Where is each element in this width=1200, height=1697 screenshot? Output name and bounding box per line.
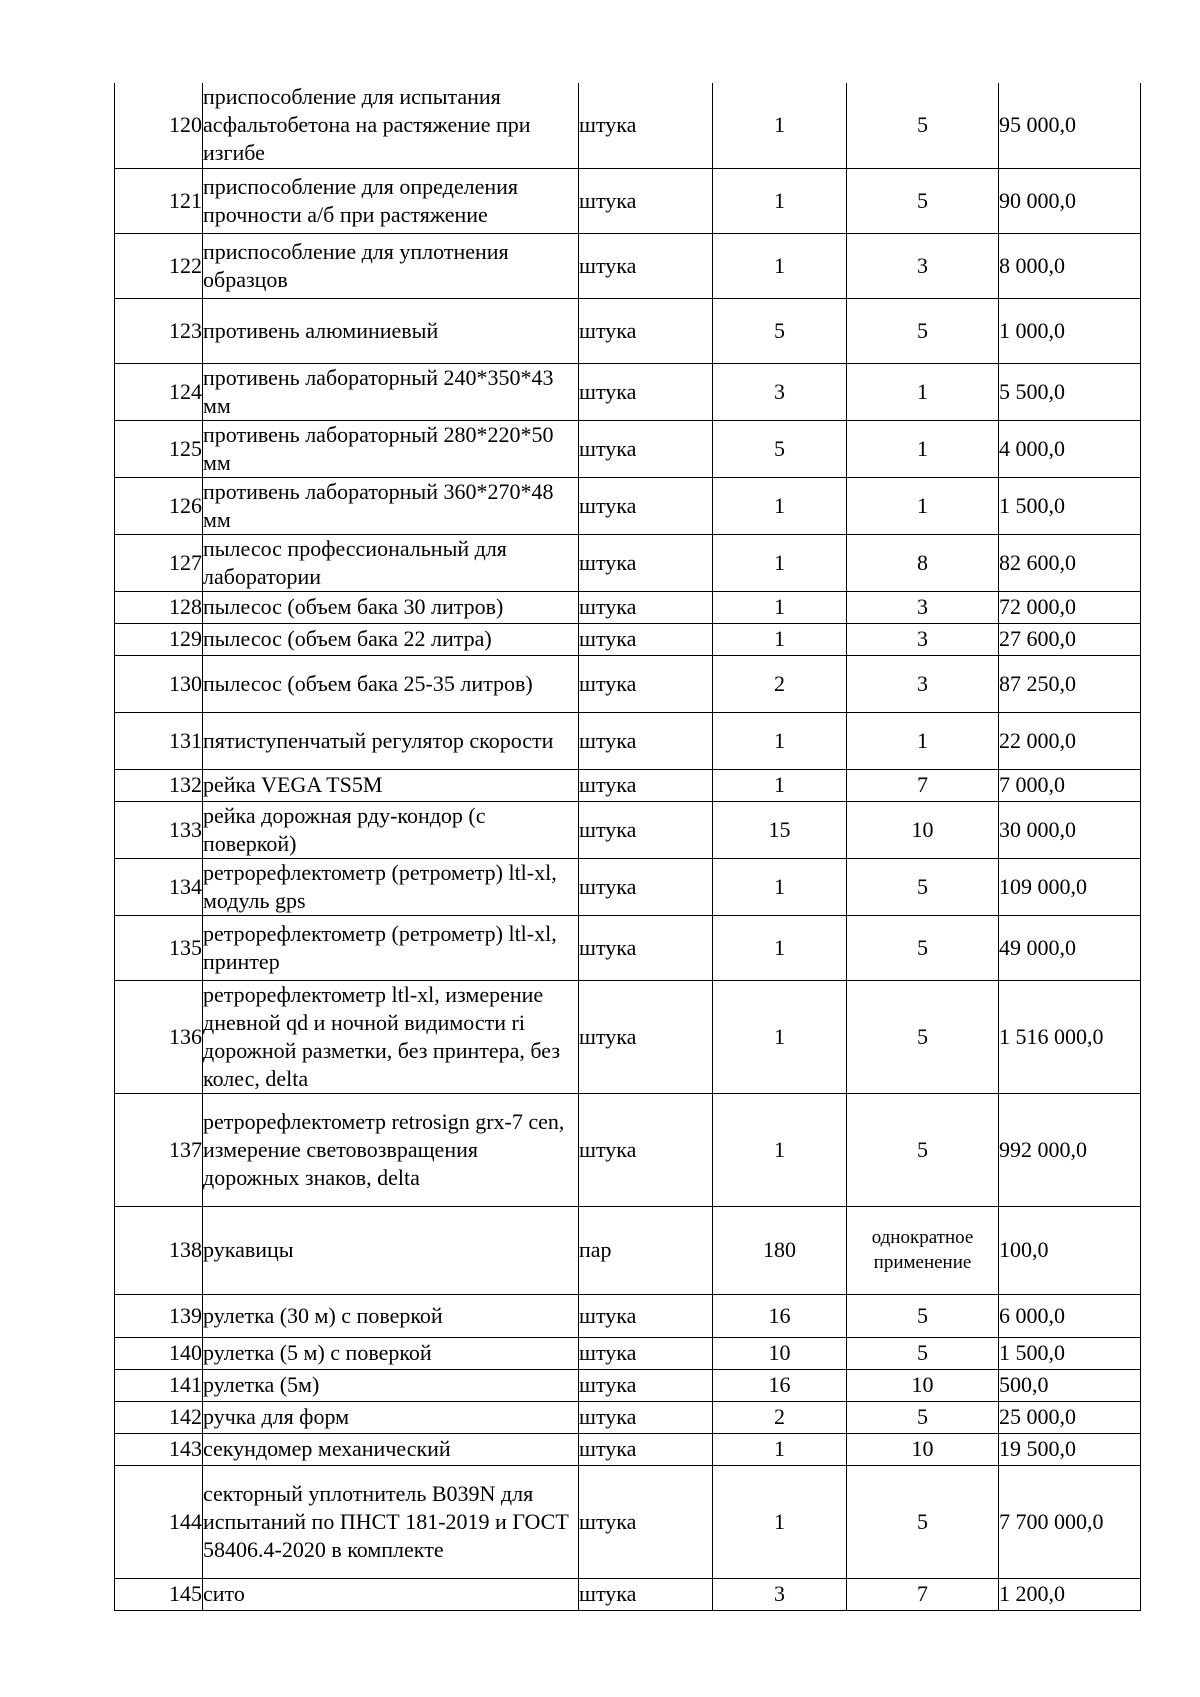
item-quantity: 1 (713, 1093, 847, 1206)
item-price: 19 500,0 (999, 1433, 1141, 1465)
item-name: пятиступенчатый регулятор скорости (203, 712, 579, 769)
item-unit: штука (579, 712, 713, 769)
item-service-life: 1 (847, 712, 999, 769)
item-name: ретрорефлектометр ltl-xl, измерение дневной qd и ночной видимости ri дорожной разметки, без принтера, без колес, delta (203, 980, 579, 1093)
item-unit: штука (579, 769, 713, 801)
item-unit: штука (579, 1433, 713, 1465)
item-unit: пар (579, 1206, 713, 1294)
item-name: противень алюминиевый (203, 298, 579, 363)
item-name: рулетка (5м) (203, 1369, 579, 1401)
item-service-life: 7 (847, 1578, 999, 1610)
item-unit: штука (579, 1369, 713, 1401)
item-quantity: 1 (713, 1433, 847, 1465)
item-name: рулетка (5 м) с поверкой (203, 1337, 579, 1369)
table-row (115, 477, 1141, 534)
item-quantity: 10 (713, 1337, 847, 1369)
item-price: 7 000,0 (999, 769, 1141, 801)
item-service-life: 5 (847, 1093, 999, 1206)
item-service-life: однократное применение (847, 1206, 999, 1294)
item-quantity: 1 (713, 233, 847, 298)
item-price: 109 000,0 (999, 858, 1141, 915)
item-unit: штука (579, 1093, 713, 1206)
row-number: 132 (115, 769, 203, 801)
table-row (115, 298, 1141, 363)
item-name: рулетка (30 м) с поверкой (203, 1294, 579, 1337)
row-number: 133 (115, 801, 203, 858)
row-number: 130 (115, 655, 203, 712)
item-price: 49 000,0 (999, 915, 1141, 980)
row-number: 122 (115, 233, 203, 298)
table-body (115, 83, 1141, 1610)
item-name: ручка для форм (203, 1401, 579, 1433)
item-name: рукавицы (203, 1206, 579, 1294)
item-service-life: 5 (847, 1337, 999, 1369)
item-price: 7 700 000,0 (999, 1465, 1141, 1578)
row-number: 125 (115, 420, 203, 477)
item-quantity: 2 (713, 655, 847, 712)
table-row (115, 712, 1141, 769)
item-quantity: 16 (713, 1294, 847, 1337)
item-name: секундомер механический (203, 1433, 579, 1465)
item-service-life: 1 (847, 420, 999, 477)
item-price: 500,0 (999, 1369, 1141, 1401)
item-quantity: 15 (713, 801, 847, 858)
table-row (115, 168, 1141, 233)
row-number: 131 (115, 712, 203, 769)
item-price: 30 000,0 (999, 801, 1141, 858)
item-unit: штука (579, 591, 713, 623)
item-quantity: 1 (713, 477, 847, 534)
row-number: 120 (115, 83, 203, 168)
table-row (115, 363, 1141, 420)
item-price: 22 000,0 (999, 712, 1141, 769)
table-row (115, 591, 1141, 623)
table-row (115, 1337, 1141, 1369)
item-quantity: 1 (713, 591, 847, 623)
item-name: пылесос профессиональный для лаборатории (203, 534, 579, 591)
row-number: 128 (115, 591, 203, 623)
item-name: рейка дорожная рду-кондор (с поверкой) (203, 801, 579, 858)
row-number: 137 (115, 1093, 203, 1206)
row-number: 144 (115, 1465, 203, 1578)
item-quantity: 3 (713, 363, 847, 420)
item-quantity: 3 (713, 1578, 847, 1610)
item-service-life: 5 (847, 298, 999, 363)
row-number: 135 (115, 915, 203, 980)
item-name: ретрорефлектометр retrosign grx-7 cen, измерение световозвращения дорожных знаков, delta (203, 1093, 579, 1206)
item-name: противень лабораторный 240*350*43 мм (203, 363, 579, 420)
row-number: 138 (115, 1206, 203, 1294)
item-service-life: 10 (847, 1369, 999, 1401)
item-quantity: 2 (713, 1401, 847, 1433)
item-unit: штука (579, 1401, 713, 1433)
item-quantity: 1 (713, 1465, 847, 1578)
item-quantity: 1 (713, 534, 847, 591)
row-number: 124 (115, 363, 203, 420)
item-service-life: 1 (847, 363, 999, 420)
item-unit: штука (579, 233, 713, 298)
item-service-life: 3 (847, 623, 999, 655)
item-name: пылесос (объем бака 22 литра) (203, 623, 579, 655)
row-number: 145 (115, 1578, 203, 1610)
item-price: 1 200,0 (999, 1578, 1141, 1610)
item-name: приспособление для определения прочности а/б при растяжение (203, 168, 579, 233)
item-unit: штука (579, 534, 713, 591)
item-unit: штука (579, 623, 713, 655)
item-unit: штука (579, 363, 713, 420)
row-number: 123 (115, 298, 203, 363)
item-name: пылесос (объем бака 30 литров) (203, 591, 579, 623)
item-name: пылесос (объем бака 25-35 литров) (203, 655, 579, 712)
item-quantity: 180 (713, 1206, 847, 1294)
item-quantity: 1 (713, 168, 847, 233)
table-row (115, 1206, 1141, 1294)
item-name: рейка VEGA TS5M (203, 769, 579, 801)
item-price: 6 000,0 (999, 1294, 1141, 1337)
item-service-life: 7 (847, 769, 999, 801)
item-quantity: 1 (713, 623, 847, 655)
row-number: 127 (115, 534, 203, 591)
item-unit: штука (579, 915, 713, 980)
item-price: 27 600,0 (999, 623, 1141, 655)
item-price: 8 000,0 (999, 233, 1141, 298)
item-quantity: 1 (713, 915, 847, 980)
item-name: приспособление для испытания асфальтобетона на растяжение при изгибе (203, 83, 579, 168)
item-service-life: 5 (847, 915, 999, 980)
table-row (115, 655, 1141, 712)
item-unit: штука (579, 477, 713, 534)
item-name: противень лабораторный 280*220*50 мм (203, 420, 579, 477)
item-unit: штука (579, 858, 713, 915)
table-row (115, 1294, 1141, 1337)
item-name: сито (203, 1578, 579, 1610)
item-quantity: 5 (713, 420, 847, 477)
item-price: 100,0 (999, 1206, 1141, 1294)
item-service-life: 8 (847, 534, 999, 591)
item-unit: штука (579, 420, 713, 477)
row-number: 121 (115, 168, 203, 233)
item-service-life: 5 (847, 83, 999, 168)
table-row (115, 534, 1141, 591)
item-service-life: 3 (847, 233, 999, 298)
item-service-life: 3 (847, 655, 999, 712)
item-quantity: 16 (713, 1369, 847, 1401)
table-row (115, 233, 1141, 298)
item-price: 1 516 000,0 (999, 980, 1141, 1093)
item-service-life: 5 (847, 858, 999, 915)
item-service-life: 10 (847, 801, 999, 858)
table-row (115, 915, 1141, 980)
table-row (115, 1465, 1141, 1578)
item-unit: штука (579, 801, 713, 858)
item-price: 1 000,0 (999, 298, 1141, 363)
item-price: 87 250,0 (999, 655, 1141, 712)
table-row (115, 858, 1141, 915)
table-row (115, 1401, 1141, 1433)
item-unit: штука (579, 168, 713, 233)
item-price: 82 600,0 (999, 534, 1141, 591)
item-service-life: 5 (847, 980, 999, 1093)
item-quantity: 1 (713, 980, 847, 1093)
row-number: 129 (115, 623, 203, 655)
table-row (115, 1433, 1141, 1465)
row-number: 139 (115, 1294, 203, 1337)
item-price: 72 000,0 (999, 591, 1141, 623)
item-service-life: 5 (847, 168, 999, 233)
item-service-life: 5 (847, 1294, 999, 1337)
item-price: 5 500,0 (999, 363, 1141, 420)
item-unit: штука (579, 1578, 713, 1610)
item-price: 25 000,0 (999, 1401, 1141, 1433)
item-service-life: 3 (847, 591, 999, 623)
table-row (115, 1093, 1141, 1206)
item-name: секторный уплотнитель B039N для испытаний по ПНСТ 181-2019 и ГОСТ 58406.4-2020 в комплекте (203, 1465, 579, 1578)
row-number: 126 (115, 477, 203, 534)
item-unit: штука (579, 1465, 713, 1578)
item-quantity: 1 (713, 712, 847, 769)
table-row (115, 801, 1141, 858)
item-price: 4 000,0 (999, 420, 1141, 477)
row-number: 142 (115, 1401, 203, 1433)
item-service-life: 5 (847, 1465, 999, 1578)
item-service-life: 5 (847, 1401, 999, 1433)
item-unit: штука (579, 1337, 713, 1369)
row-number: 141 (115, 1369, 203, 1401)
item-price: 1 500,0 (999, 477, 1141, 534)
item-name: ретрорефлектометр (ретрометр) ltl-xl, принтер (203, 915, 579, 980)
table-row (115, 980, 1141, 1093)
item-price: 95 000,0 (999, 83, 1141, 168)
table-row (115, 1578, 1141, 1610)
item-unit: штука (579, 1294, 713, 1337)
item-quantity: 1 (713, 769, 847, 801)
table-row (115, 420, 1141, 477)
item-name: ретрорефлектометр (ретрометр) ltl-xl, модуль gps (203, 858, 579, 915)
row-number: 136 (115, 980, 203, 1093)
item-price: 992 000,0 (999, 1093, 1141, 1206)
table-row (115, 1369, 1141, 1401)
item-service-life: 1 (847, 477, 999, 534)
item-quantity: 1 (713, 858, 847, 915)
item-unit: штука (579, 83, 713, 168)
item-unit: штука (579, 298, 713, 363)
row-number: 134 (115, 858, 203, 915)
item-unit: штука (579, 655, 713, 712)
item-price: 90 000,0 (999, 168, 1141, 233)
row-number: 143 (115, 1433, 203, 1465)
table-row (115, 83, 1141, 168)
item-quantity: 1 (713, 83, 847, 168)
table-row (115, 769, 1141, 801)
item-service-life: 10 (847, 1433, 999, 1465)
item-unit: штука (579, 980, 713, 1093)
item-name: противень лабораторный 360*270*48 мм (203, 477, 579, 534)
item-name: приспособление для уплотнения образцов (203, 233, 579, 298)
item-quantity: 5 (713, 298, 847, 363)
table-row (115, 623, 1141, 655)
row-number: 140 (115, 1337, 203, 1369)
equipment-table (114, 83, 1141, 1611)
item-price: 1 500,0 (999, 1337, 1141, 1369)
